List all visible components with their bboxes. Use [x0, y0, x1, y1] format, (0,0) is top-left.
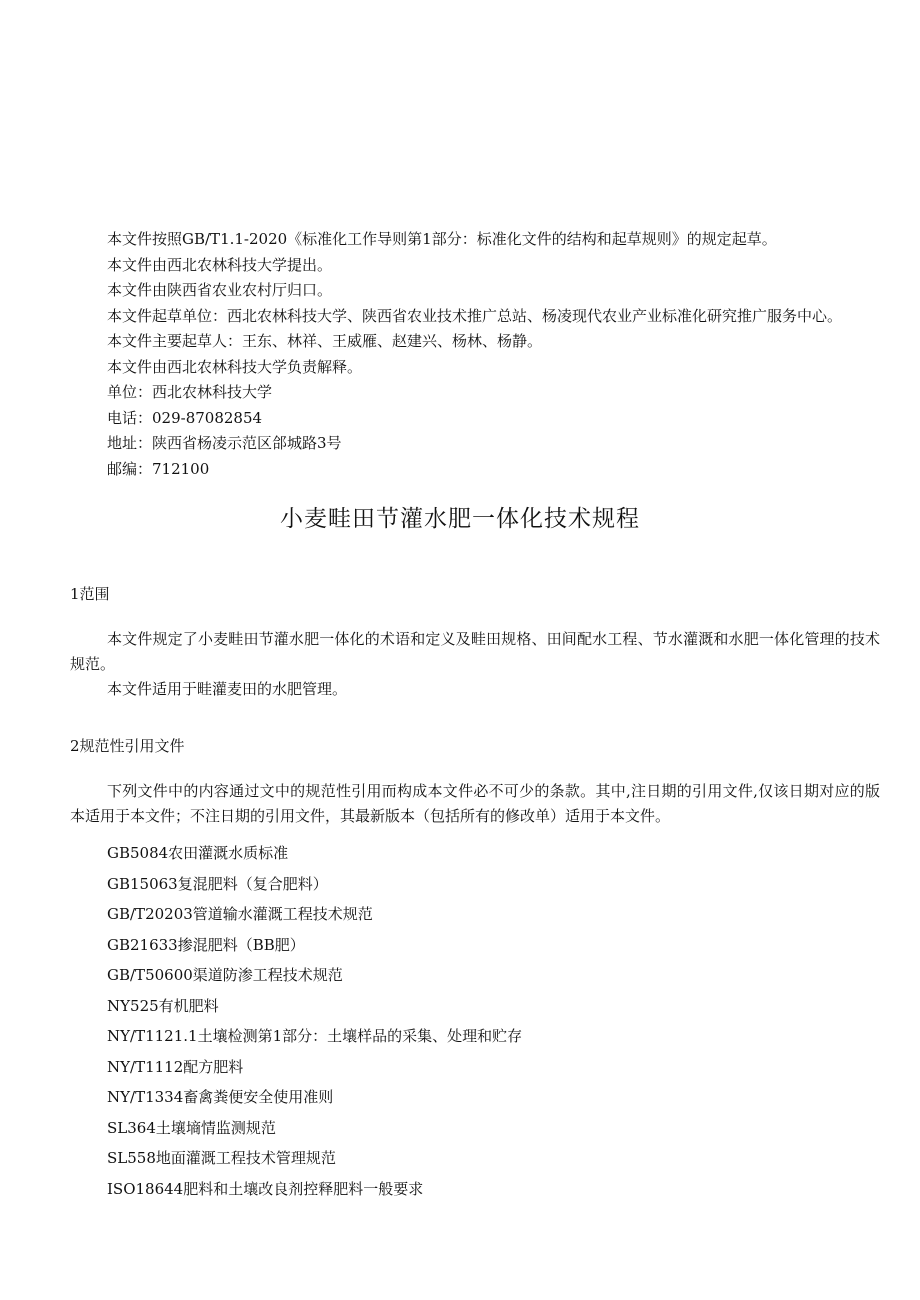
reference-item-sl364: SL364土壤墒情监测规范 [107, 1118, 276, 1137]
foreword-line-phone: 电话：029-87082854 [107, 408, 263, 427]
reference-item-gb21633: GB21633掺混肥料（BB肥） [107, 935, 305, 954]
foreword-line-postcode: 邮编：712100 [107, 459, 210, 478]
reference-item-gbt20203: GB/T20203管道输水灌溉工程技术规范 [107, 905, 373, 923]
reference-item-ny525: NY525有机肥料 [107, 996, 219, 1015]
foreword-line-unit: 单位：西北农林科技大学 [107, 383, 273, 401]
section-heading-scope: 1范围 [70, 585, 110, 603]
reference-item-gbt50600: GB/T50600渠道防渗工程技术规范 [107, 966, 343, 984]
scope-paragraph-2: 本文件适用于畦灌麦田的水肥管理。 [107, 680, 348, 698]
foreword-line-address: 地址：陕西省杨凌示范区郃城路3号 [107, 434, 342, 452]
foreword-line-drafting-basis: 本文件按照GB/T1.1-2020《标准化工作导则第1部分：标准化文件的结构和起草规则》的规定起草。 [107, 230, 777, 248]
reference-item-nyt1121-1: NY/T1121.1土壤检测第1部分：土壤样品的采集、处理和贮存 [107, 1027, 523, 1045]
reference-item-gb5084: GB5084农田灌溉水质标准 [107, 844, 289, 862]
foreword-line-interpreter: 本文件由西北农林科技大学负责解释。 [107, 357, 363, 376]
reference-item-nyt1112: NY/T1112配方肥料 [107, 1057, 244, 1076]
scope-paragraph-1: 本文件规定了小麦畦田节灌水肥一体化的术语和定义及畦田规格、田间配水工程、节水灌溉和水肥一体化管理的技术规范。 [70, 630, 880, 673]
foreword-line-proposer: 本文件由西北农林科技大学提出。 [107, 255, 333, 274]
foreword-line-drafting-units: 本文件起草单位：西北农林科技大学、陕西省农业技术推广总站、杨凌现代农业产业标准化研究推广服务中心。 [107, 306, 843, 325]
reference-item-nyt1334: NY/T1334畜禽粪便安全使用准则 [107, 1088, 334, 1106]
document-title: 小麦畦田节灌水肥一体化技术规程 [280, 506, 640, 532]
normative-intro-paragraph: 下列文件中的内容通过文中的规范性引用而构成本文件必不可少的条款。其中,注日期的引用文件,仅该日期对应的版本适用于本文件；不注日期的引用文件，其最新版本（包括所有的修改单）适用于本文件。 [70, 782, 880, 825]
reference-item-sl558: SL558地面灌溉工程技术管理规范 [107, 1149, 336, 1167]
reference-list [107, 838, 807, 1204]
reference-item-gb15063: GB15063复混肥料（复合肥料） [107, 874, 328, 893]
foreword-block [70, 227, 870, 482]
section-normative-references [70, 734, 880, 829]
section-heading-normative-references: 2规范性引用文件 [70, 737, 185, 755]
foreword-line-administrator: 本文件由陕西省农业农村厅归口。 [107, 281, 333, 299]
foreword-line-drafters: 本文件主要起草人：王东、林祥、王威雁、赵建兴、杨林、杨静。 [107, 332, 543, 350]
reference-item-iso18644: ISO18644肥料和土壤改良剂控释肥料一般要求 [107, 1179, 424, 1198]
section-scope [70, 582, 880, 702]
